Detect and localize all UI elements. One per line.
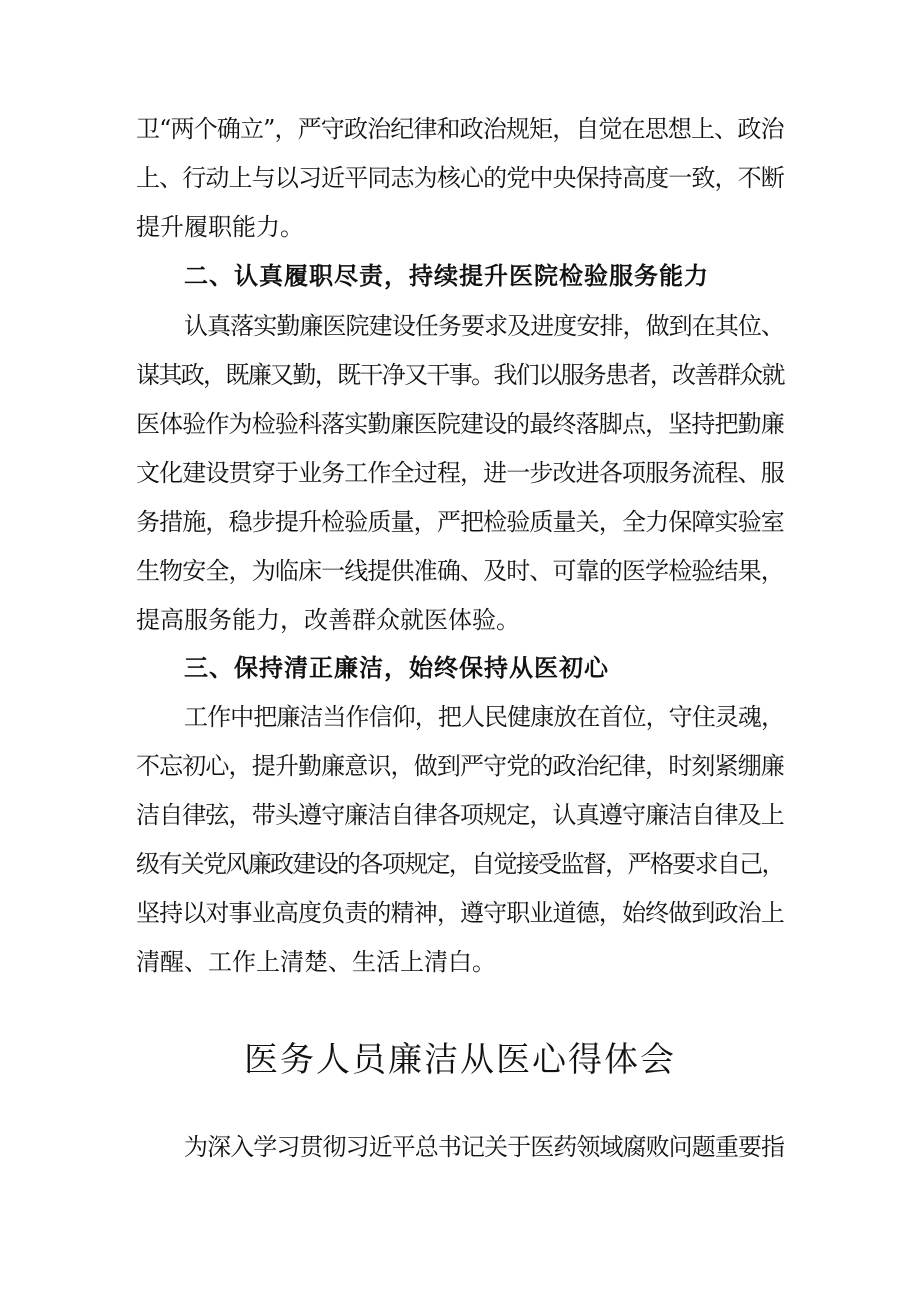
paragraph-line: 清醒、工作上清楚、生活上清白。 [136,948,496,976]
article-title: 医务人员廉洁从医心得体会 [244,1040,676,1080]
section-heading: 二、认真履职尽责，持续提升医院检验服务能力 [184,262,709,290]
paragraph-line: 卫“两个确立”，严守政治纪律和政治规矩，自觉在思想上、政治 [136,115,784,143]
paragraph-line: 坚持以对事业高度负责的精神，遵守职业道德，始终做到政治上 [136,899,784,927]
paragraph-line: 文化建设贯穿于业务工作全过程，进一步改进各项服务流程、服 [136,459,784,487]
paragraph-line: 医体验作为检验科落实勤廉医院建设的最终落脚点，坚持把勤廉 [136,410,784,438]
paragraph-line: 生物安全，为临床一线提供准确、及时、可靠的医学检验结果， [136,557,784,585]
paragraph-line: 认真落实勤廉医院建设任务要求及进度安排，做到在其位、 [184,312,785,340]
paragraph-line: 提高服务能力，改善群众就医体验。 [136,606,520,634]
paragraph-line: 工作中把廉洁当作信仰，把人民健康放在首位，守住灵魂， [184,703,785,731]
paragraph-line: 上、行动上与以习近平同志为核心的党中央保持高度一致，不断 [136,164,784,192]
paragraph-line: 为深入学习贯彻习近平总书记关于医药领域腐败问题重要指 [184,1133,785,1161]
paragraph-line: 务措施，稳步提升检验质量，严把检验质量关，全力保障实验室 [136,508,784,536]
paragraph-line: 谋其政，既廉又勤，既干净又干事。我们以服务患者，改善群众就 [136,361,784,389]
paragraph-line: 洁自律弦，带头遵守廉洁自律各项规定，认真遵守廉洁自律及上 [136,801,784,829]
paragraph-line: 不忘初心，提升勤廉意识，做到严守党的政治纪律，时刻紧绷廉 [136,752,784,780]
paragraph-line: 提升履职能力。 [136,213,304,241]
paragraph-line: 级有关党风廉政建设的各项规定，自觉接受监督，严格要求自己， [136,850,784,878]
section-heading: 三、保持清正廉洁，始终保持从医初心 [184,654,609,682]
